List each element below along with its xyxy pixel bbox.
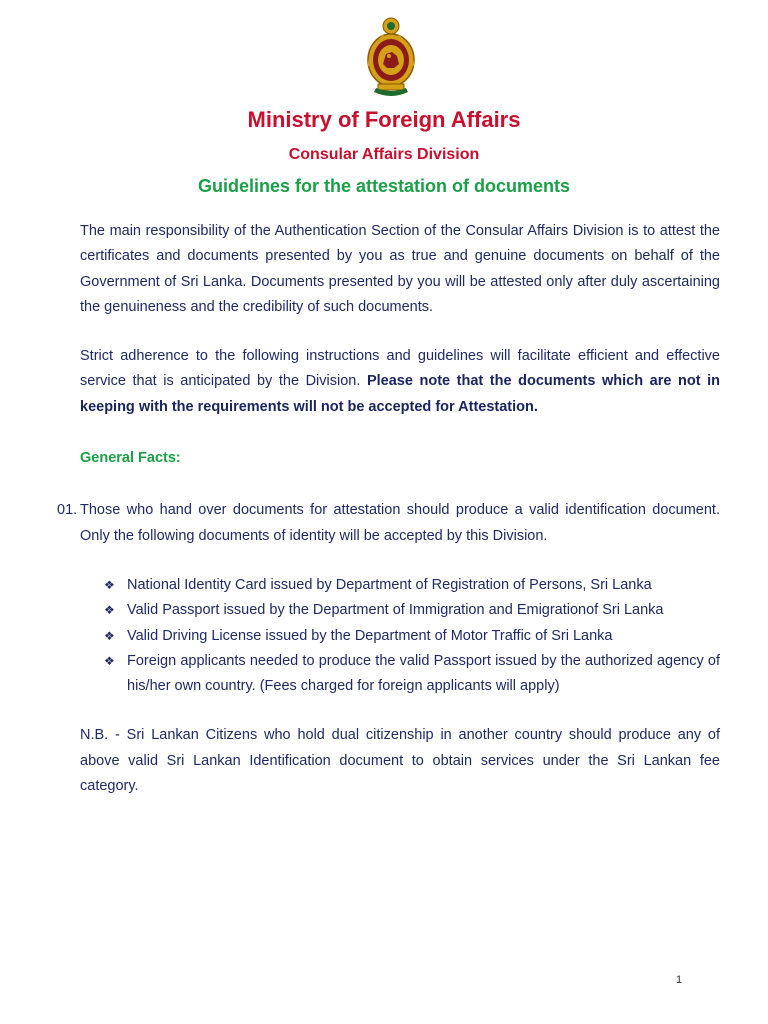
- document-body: [57, 219, 721, 799]
- list-item-text: National Identity Card issued by Department of Registration of Persons, Sri Lanka: [127, 576, 652, 593]
- intro-paragraph-2-text: Strict adherence to the following instructions and guidelines will facilitate efficient and effective service that is anticipated by the Division.: [80, 348, 720, 390]
- list-item-text: Foreign applicants needed to produce the valid Passport issued by the authorized agency of his/her own country. (Fees charged for foreign applicants will apply): [127, 652, 720, 695]
- sri-lanka-emblem: [366, 16, 416, 100]
- ministry-title: Ministry of Foreign Affairs: [247, 107, 521, 132]
- item-text: Those who hand over documents for attestation should produce a valid identification document. Only the following documents of identity will be accepted by this Division.: [80, 502, 720, 544]
- diamond-bullet-icon: ❖: [104, 577, 115, 592]
- nb-note: N.B. - Sri Lankan Citizens who hold dual citizenship in another country should produce any of above valid Sri Lankan Identification document to obtain services under the Sri Lankan fee category.: [80, 727, 720, 795]
- intro-paragraph-2: [80, 344, 720, 420]
- list-item-text: Valid Passport issued by the Department of Immigration and Emigrationof Sri Lanka: [127, 602, 664, 619]
- numbered-item: [57, 498, 720, 549]
- list-item: [80, 598, 720, 623]
- id-document-list: [80, 573, 720, 699]
- diamond-bullet-icon: ❖: [104, 628, 115, 643]
- list-item: [80, 624, 720, 649]
- division-subtitle: Consular Affairs Division: [288, 146, 480, 163]
- list-item: [80, 573, 720, 598]
- list-item: [80, 649, 720, 700]
- diamond-bullet-icon: ❖: [104, 653, 115, 668]
- intro-paragraph-2-emphasis: Please note that the documents which are not in keeping with the requirements will not be accepted for Attestation.: [80, 373, 721, 415]
- general-facts-heading: General Facts:: [80, 450, 181, 467]
- page-number: 1: [676, 974, 683, 986]
- list-item-text: Valid Driving License issued by the Department of Motor Traffic of Sri Lanka: [127, 627, 613, 644]
- item-number: 01.: [57, 502, 78, 519]
- intro-paragraph-1: The main responsibility of the Authentication Section of the Consular Affairs Division is to attest the certificates and documents presented by you as true and genuine documents on behalf of the Government of Sri Lanka. Documents presented by you will be attested only after duly ascertaining the genuineness and the credibility of such documents.: [80, 223, 720, 315]
- diamond-bullet-icon: ❖: [104, 603, 115, 618]
- guidelines-heading: Guidelines for the attestation of documents: [197, 176, 571, 196]
